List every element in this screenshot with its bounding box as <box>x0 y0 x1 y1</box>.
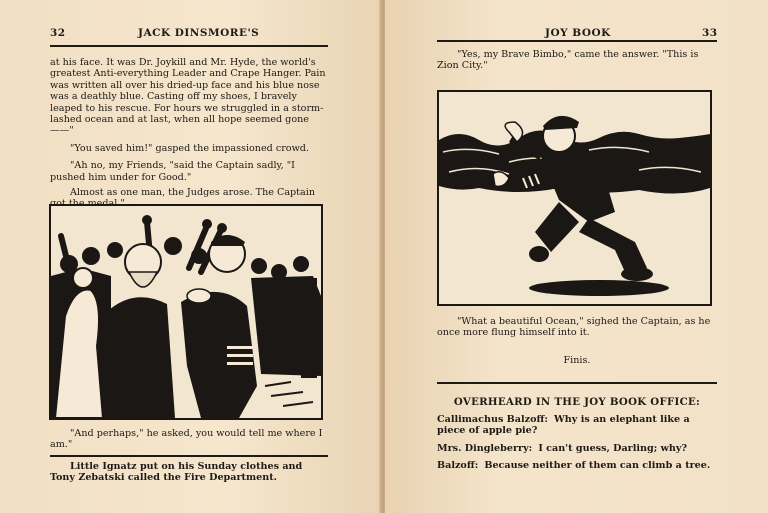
right-page <box>385 0 768 513</box>
crowd-scene-drawing <box>51 206 321 418</box>
section-title: OVERHEARD IN THE JOY BOOK OFFICE: <box>453 396 701 408</box>
dialogue-line-2 <box>437 443 717 454</box>
right-after-illustration: "What a beautiful Ocean," sighed the Captain, as he once more flung himself into it. <box>437 316 711 339</box>
left-header-rule <box>50 45 328 47</box>
left-paragraph-3: "Ah no, my Friends, "said the Captain sadly, "I pushed him under for Good." <box>50 160 295 183</box>
dialogue-block <box>437 414 717 472</box>
dialogue-text: Why is an elephant like a piece of apple pie? <box>437 414 690 437</box>
left-paragraph-4: Almost as one man, the Judges arose. The Captain <box>70 187 315 199</box>
right-opening: "Yes, my Brave Bimbo," came the answer. "This is Zion City." <box>437 49 699 72</box>
dialogue-line-3 <box>437 460 717 471</box>
dialogue-speaker: Callimachus Balzoff: <box>437 414 548 425</box>
left-body-text <box>50 57 328 210</box>
right-header-rule <box>437 40 717 42</box>
right-section-rule <box>437 382 717 384</box>
dialogue-text: I can't guess, Darling; why? <box>538 442 688 454</box>
dialogue-speaker: Balzoff: <box>437 460 479 472</box>
crowd-illustration <box>49 204 323 420</box>
dialogue-line-1 <box>437 414 717 437</box>
right-page-number: 33 <box>702 27 718 39</box>
left-paragraph-2: "You saved him!" gasped the impassioned crowd. <box>70 142 309 154</box>
left-footer-rule <box>50 455 328 457</box>
dialogue-speaker: Mrs. Dingleberry: <box>437 442 533 454</box>
left-running-head: JACK DINSMORE'S <box>138 27 260 39</box>
right-running-head: JOY BOOK <box>545 27 611 39</box>
left-after-illustration: "And perhaps," he asked, you would tell me where I am." <box>50 428 323 451</box>
left-paragraph-1: at his face. It was Dr. Joykill and Mr. Hyde, the world's greatest Anti-everything Leader and Crape Hanger. Pain was written all over his dried-up face and his blue nose was a deathly blue. Casting off my shoes, I bravely leaped to his rescue. For hours we struggled in a storm-lashed ocean and at last, when all hope seemed gone——" <box>50 57 326 137</box>
left-page <box>0 0 381 513</box>
dialogue-text: Because neither of them can climb a tree. <box>484 460 711 472</box>
finis-text: Finis. <box>563 355 591 366</box>
left-page-number: 32 <box>50 27 66 39</box>
left-footer-note: Little Ignatz put on his Sunday clothes and Tony Zebatski called the Fire Department. <box>50 461 303 484</box>
ocean-illustration <box>437 90 712 306</box>
ocean-scene-drawing <box>439 92 710 304</box>
